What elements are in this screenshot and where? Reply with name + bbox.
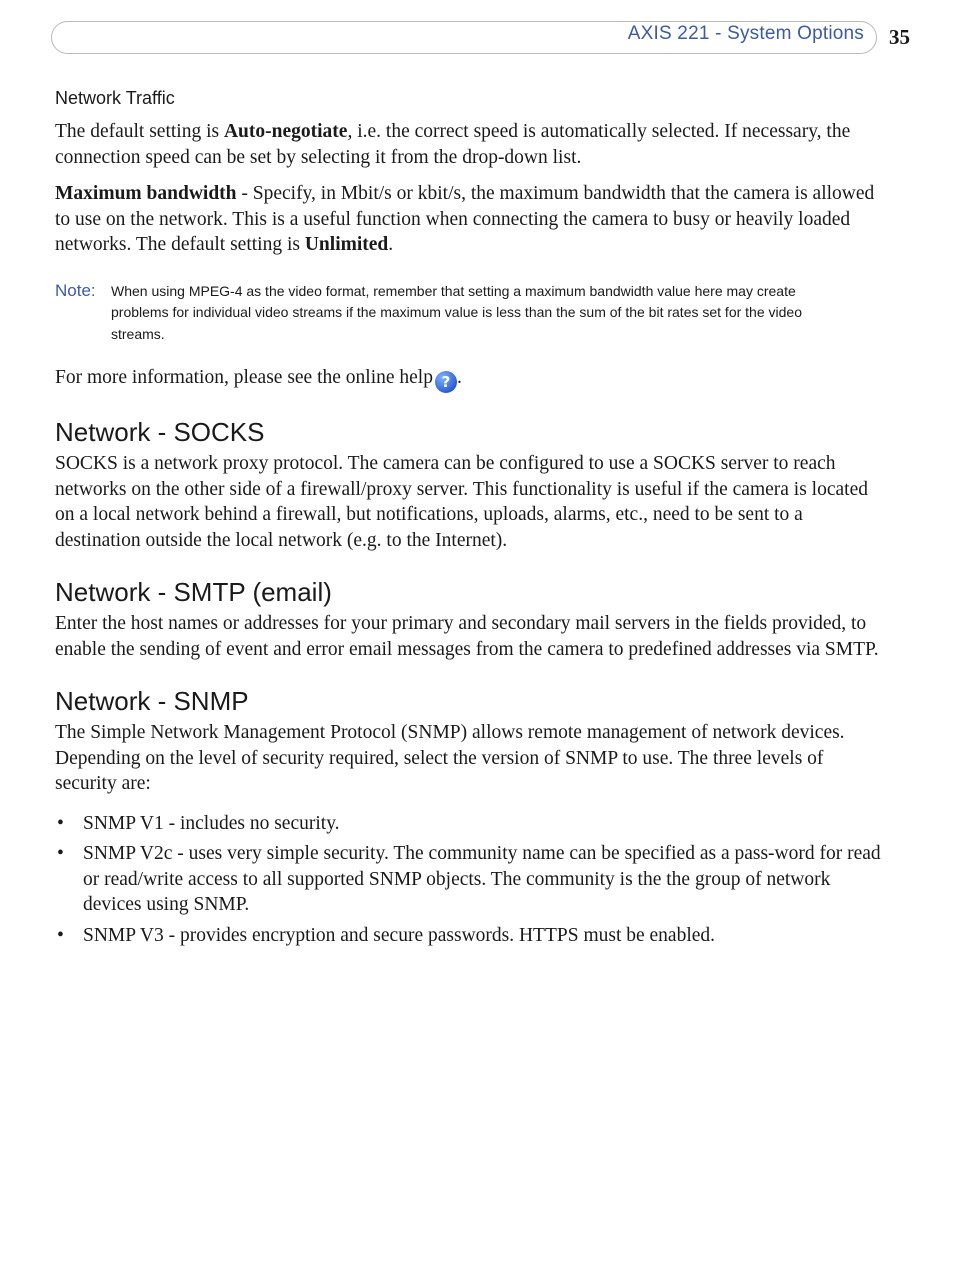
note-label: Note: bbox=[55, 280, 96, 300]
list-item-text: SNMP V2c - uses very simple security. The community name can be specified as a pass-word for read or read/write access to all supported SNMP objects. The community is the the group of network devices using SNMP. bbox=[83, 843, 881, 915]
bullet-icon: • bbox=[57, 924, 64, 946]
traffic-text-1: The default setting is bbox=[55, 121, 224, 142]
list-item-text: SNMP V1 - includes no security. bbox=[83, 812, 340, 834]
bandwidth-text: - Specify, in Mbit/s or kbit/s, the maximum bandwidth that the camera is allowed to use on the network. This is a useful function when connecting the camera to busy or heavily loaded networks. The default setting is bbox=[55, 183, 875, 255]
max-bandwidth-term: Maximum bandwidth bbox=[55, 183, 237, 204]
snmp-levels-list bbox=[55, 811, 885, 949]
socks-paragraph: SOCKS is a network proxy protocol. The camera can be configured to use a SOCKS server to reach networks on the other side of a firewall/proxy server. This functionality is useful if the camera is located on a local network behind a firewall, but notifications, uploads, alarms, etc., need to be sent to a destination outside the local network (e.g. to the Internet). bbox=[55, 453, 868, 551]
auto-negotiate-term: Auto-negotiate bbox=[223, 121, 348, 142]
page-content bbox=[55, 88, 885, 953]
list-item-text: SNMP V3 - provides encryption and secure passwords. HTTPS must be enabled. bbox=[83, 924, 716, 946]
help-period: . bbox=[456, 367, 462, 388]
socks-heading: Network - SOCKS bbox=[55, 417, 265, 447]
traffic-text-2: , i.e. the correct speed is automatically selected. If necessary, the connection speed can be set by selecting it from the drop-down list. bbox=[55, 121, 851, 168]
page-number: 35 bbox=[889, 25, 910, 49]
help-paragraph bbox=[55, 365, 885, 393]
bandwidth-period: . bbox=[388, 234, 394, 255]
smtp-heading: Network - SMTP (email) bbox=[55, 577, 332, 607]
help-icon: ? bbox=[435, 371, 457, 393]
smtp-paragraph: Enter the host names or addresses for your primary and secondary mail servers in the fields provided, to enable the sending of event and error email messages from the camera to predefined addresses via SMTP. bbox=[55, 613, 879, 660]
list-item bbox=[55, 841, 885, 918]
list-item bbox=[55, 811, 885, 837]
traffic-paragraph bbox=[55, 119, 885, 170]
note-text: When using MPEG-4 as the video format, remember that setting a maximum bandwidth value here may create problems for individual video streams if the maximum value is less than the sum of the bit rates set for the video streams. bbox=[111, 282, 802, 342]
network-traffic-heading: Network Traffic bbox=[55, 88, 175, 108]
list-item bbox=[55, 923, 885, 949]
bullet-icon: • bbox=[57, 843, 64, 864]
bandwidth-paragraph bbox=[55, 181, 885, 258]
snmp-heading: Network - SNMP bbox=[55, 686, 249, 716]
unlimited-term: Unlimited bbox=[304, 234, 389, 255]
help-text: For more information, please see the online help bbox=[55, 367, 433, 388]
snmp-paragraph: The Simple Network Management Protocol (SNMP) allows remote management of network devices. Depending on the level of security required, select the version of SNMP to use. The three levels of security are: bbox=[55, 722, 845, 794]
note-block bbox=[55, 281, 885, 346]
header-title: AXIS 221 - System Options bbox=[627, 23, 864, 44]
bullet-icon: • bbox=[57, 812, 64, 834]
